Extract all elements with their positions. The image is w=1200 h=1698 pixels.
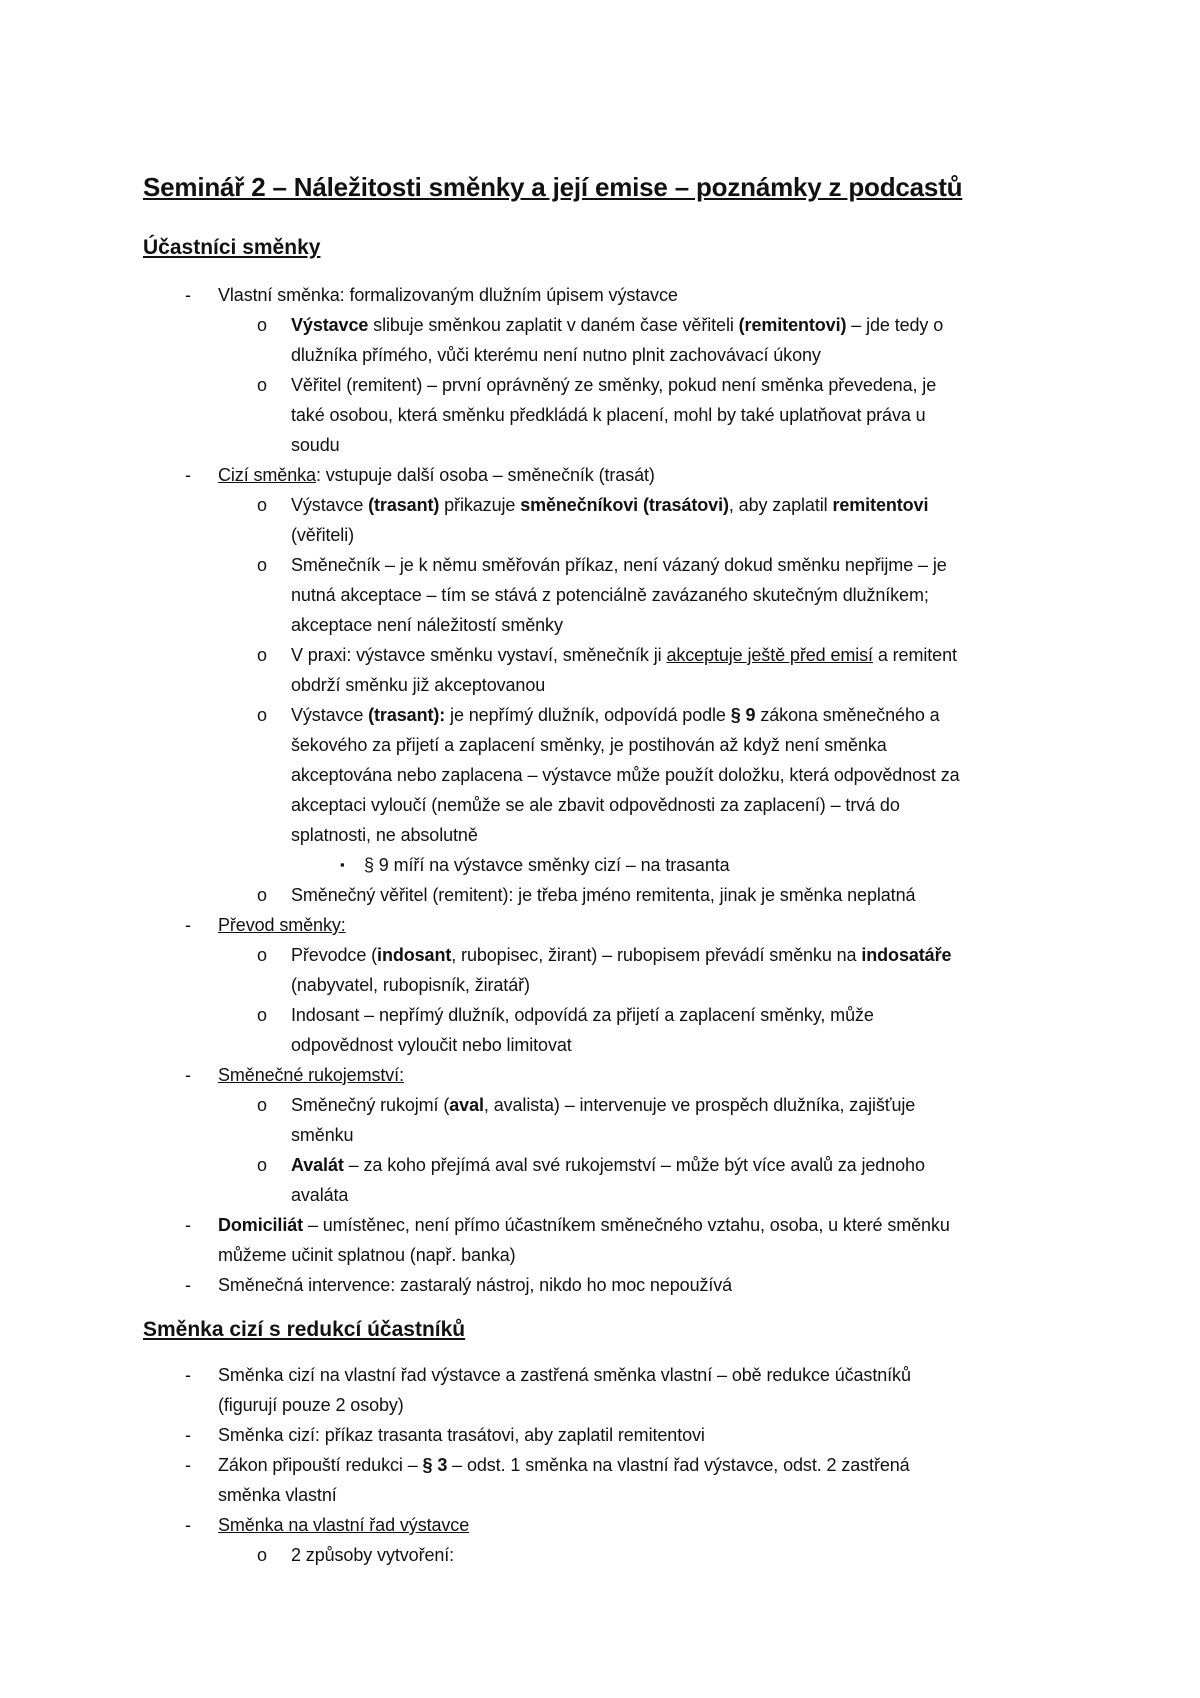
list-item: Směnka cizí: příkaz trasanta trasátovi, aby zaplatil remitentovi — [218, 1425, 705, 1445]
circle-bullet: o — [257, 1155, 268, 1175]
circle-bullet: o — [257, 945, 268, 965]
list-item: Vlastní směnka: formalizovaným dlužním úpisem výstavce — [218, 285, 678, 305]
list-item: Výstavce (trasant) přikazuje směnečníkovi (trasátovi), aby zaplatil remitentovi — [291, 495, 929, 515]
list-item-continuation: akceptace není náležitostí směnky — [291, 615, 563, 635]
circle-bullet: o — [257, 555, 268, 575]
circle-bullet: o — [257, 645, 268, 665]
circle-bullet: o — [257, 375, 268, 395]
list-item-continuation: také osobou, která směnku předkládá k placení, mohl by také uplatňovat práva u — [291, 405, 926, 425]
list-item: Avalát – za koho přejímá aval své rukojemství – může být více avalů za jednoho — [291, 1155, 925, 1175]
dash-bullet: - — [185, 1215, 191, 1235]
circle-bullet: o — [257, 495, 268, 515]
list-item: Směnečník – je k němu směřován příkaz, není vázaný dokud směnku nepřijme – je — [291, 555, 947, 575]
list-item-continuation: (figurují pouze 2 osoby) — [218, 1395, 404, 1415]
dash-bullet: - — [185, 1065, 191, 1085]
list-item: Směnka cizí na vlastní řad výstavce a zastřená směnka vlastní – obě redukce účastníků — [218, 1365, 911, 1385]
list-item: Indosant – nepřímý dlužník, odpovídá za přijetí a zaplacení směnky, může — [291, 1005, 874, 1025]
list-item: Výstavce (trasant): je nepřímý dlužník, odpovídá podle § 9 zákona směnečného a — [291, 705, 940, 725]
dash-bullet: - — [185, 465, 191, 485]
list-item-continuation: akceptována nebo zaplacena – výstavce může použít doložku, která odpovědnost za — [291, 765, 960, 785]
list-item-continuation: dlužníka přímého, vůči kterému není nutno plnit zachovávací úkony — [291, 345, 821, 365]
circle-bullet: o — [257, 885, 268, 905]
list-item: Věřitel (remitent) – první oprávněný ze směnky, pokud není směnka převedena, je — [291, 375, 937, 395]
list-item: Převodce (indosant, rubopisec, žirant) – rubopisem převádí směnku na indosatáře — [291, 945, 952, 965]
dash-bullet: - — [185, 1275, 191, 1295]
circle-bullet: o — [257, 1545, 268, 1565]
dash-bullet: - — [185, 1365, 191, 1385]
list-item-continuation: můžeme učinit splatnou (např. banka) — [218, 1245, 516, 1265]
dash-bullet: - — [185, 1515, 191, 1535]
list-item-continuation: (nabyvatel, rubopisník, žiratář) — [291, 975, 530, 995]
dash-bullet: - — [185, 1455, 191, 1475]
list-item: Směnečný rukojmí (aval, avalista) – intervenuje ve prospěch dlužníka, zajišťuje — [291, 1095, 916, 1115]
list-item: Cizí směnka: vstupuje další osoba – směnečník (trasát) — [218, 465, 655, 485]
circle-bullet: o — [257, 315, 268, 335]
list-item-continuation: soudu — [291, 435, 340, 455]
square-bullet: ▪ — [340, 857, 345, 872]
list-item-continuation: odpovědnost vyloučit nebo limitovat — [291, 1035, 572, 1055]
list-item-continuation: obdrží směnku již akceptovanou — [291, 675, 546, 695]
list-item: V praxi: výstavce směnku vystaví, směnečník ji akceptuje ještě před emisí a remitent — [291, 645, 957, 665]
section-heading-reduction: Směnka cizí s redukcí účastníků — [143, 1318, 466, 1341]
list-item: 2 způsoby vytvoření: — [291, 1545, 455, 1565]
list-item: Převod směnky: — [218, 915, 346, 935]
dash-bullet: - — [185, 915, 191, 935]
circle-bullet: o — [257, 1005, 268, 1025]
circle-bullet: o — [257, 1095, 268, 1115]
section-heading-participants: Účastníci směnky — [143, 236, 321, 259]
list-item: Směnečná intervence: zastaralý nástroj, nikdo ho moc nepoužívá — [218, 1275, 733, 1295]
list-item: Směnečné rukojemství: — [218, 1065, 404, 1085]
circle-bullet: o — [257, 705, 268, 725]
dash-bullet: - — [185, 285, 191, 305]
list-item-continuation: akceptaci vyloučí (nemůže se ale zbavit odpovědnosti za zaplacení) – trvá do — [291, 795, 900, 815]
list-item-continuation: avaláta — [291, 1185, 349, 1205]
dash-bullet: - — [185, 1425, 191, 1445]
list-item-continuation: šekového za přijetí a zaplacení směnky, je postihován až když není směnka — [291, 735, 887, 755]
list-item-continuation: směnku — [291, 1125, 354, 1145]
list-item-continuation: směnka vlastní — [218, 1485, 337, 1505]
list-item: § 9 míří na výstavce směnky cizí – na trasanta — [364, 855, 730, 875]
list-item: Domiciliát – umístěnec, není přímo účastníkem směnečného vztahu, osoba, u které směnku — [218, 1215, 950, 1235]
list-item: Směnka na vlastní řad výstavce — [218, 1515, 470, 1535]
page-title: Seminář 2 – Náležitosti směnky a její emise – poznámky z podcastů — [143, 172, 963, 202]
list-item: Výstavce slibuje směnkou zaplatit v daném čase věřiteli (remitentovi) – jde tedy o — [291, 315, 944, 335]
list-item: Zákon připouští redukci – § 3 – odst. 1 směnka na vlastní řad výstavce, odst. 2 zastřená — [218, 1455, 910, 1475]
list-item-continuation: splatnosti, ne absolutně — [291, 825, 478, 845]
list-item-continuation: (věřiteli) — [291, 525, 355, 545]
list-item-continuation: nutná akceptace – tím se stává z potenciálně zavázaného skutečným dlužníkem; — [291, 585, 929, 605]
list-item: Směnečný věřitel (remitent): je třeba jméno remitenta, jinak je směnka neplatná — [291, 885, 916, 905]
